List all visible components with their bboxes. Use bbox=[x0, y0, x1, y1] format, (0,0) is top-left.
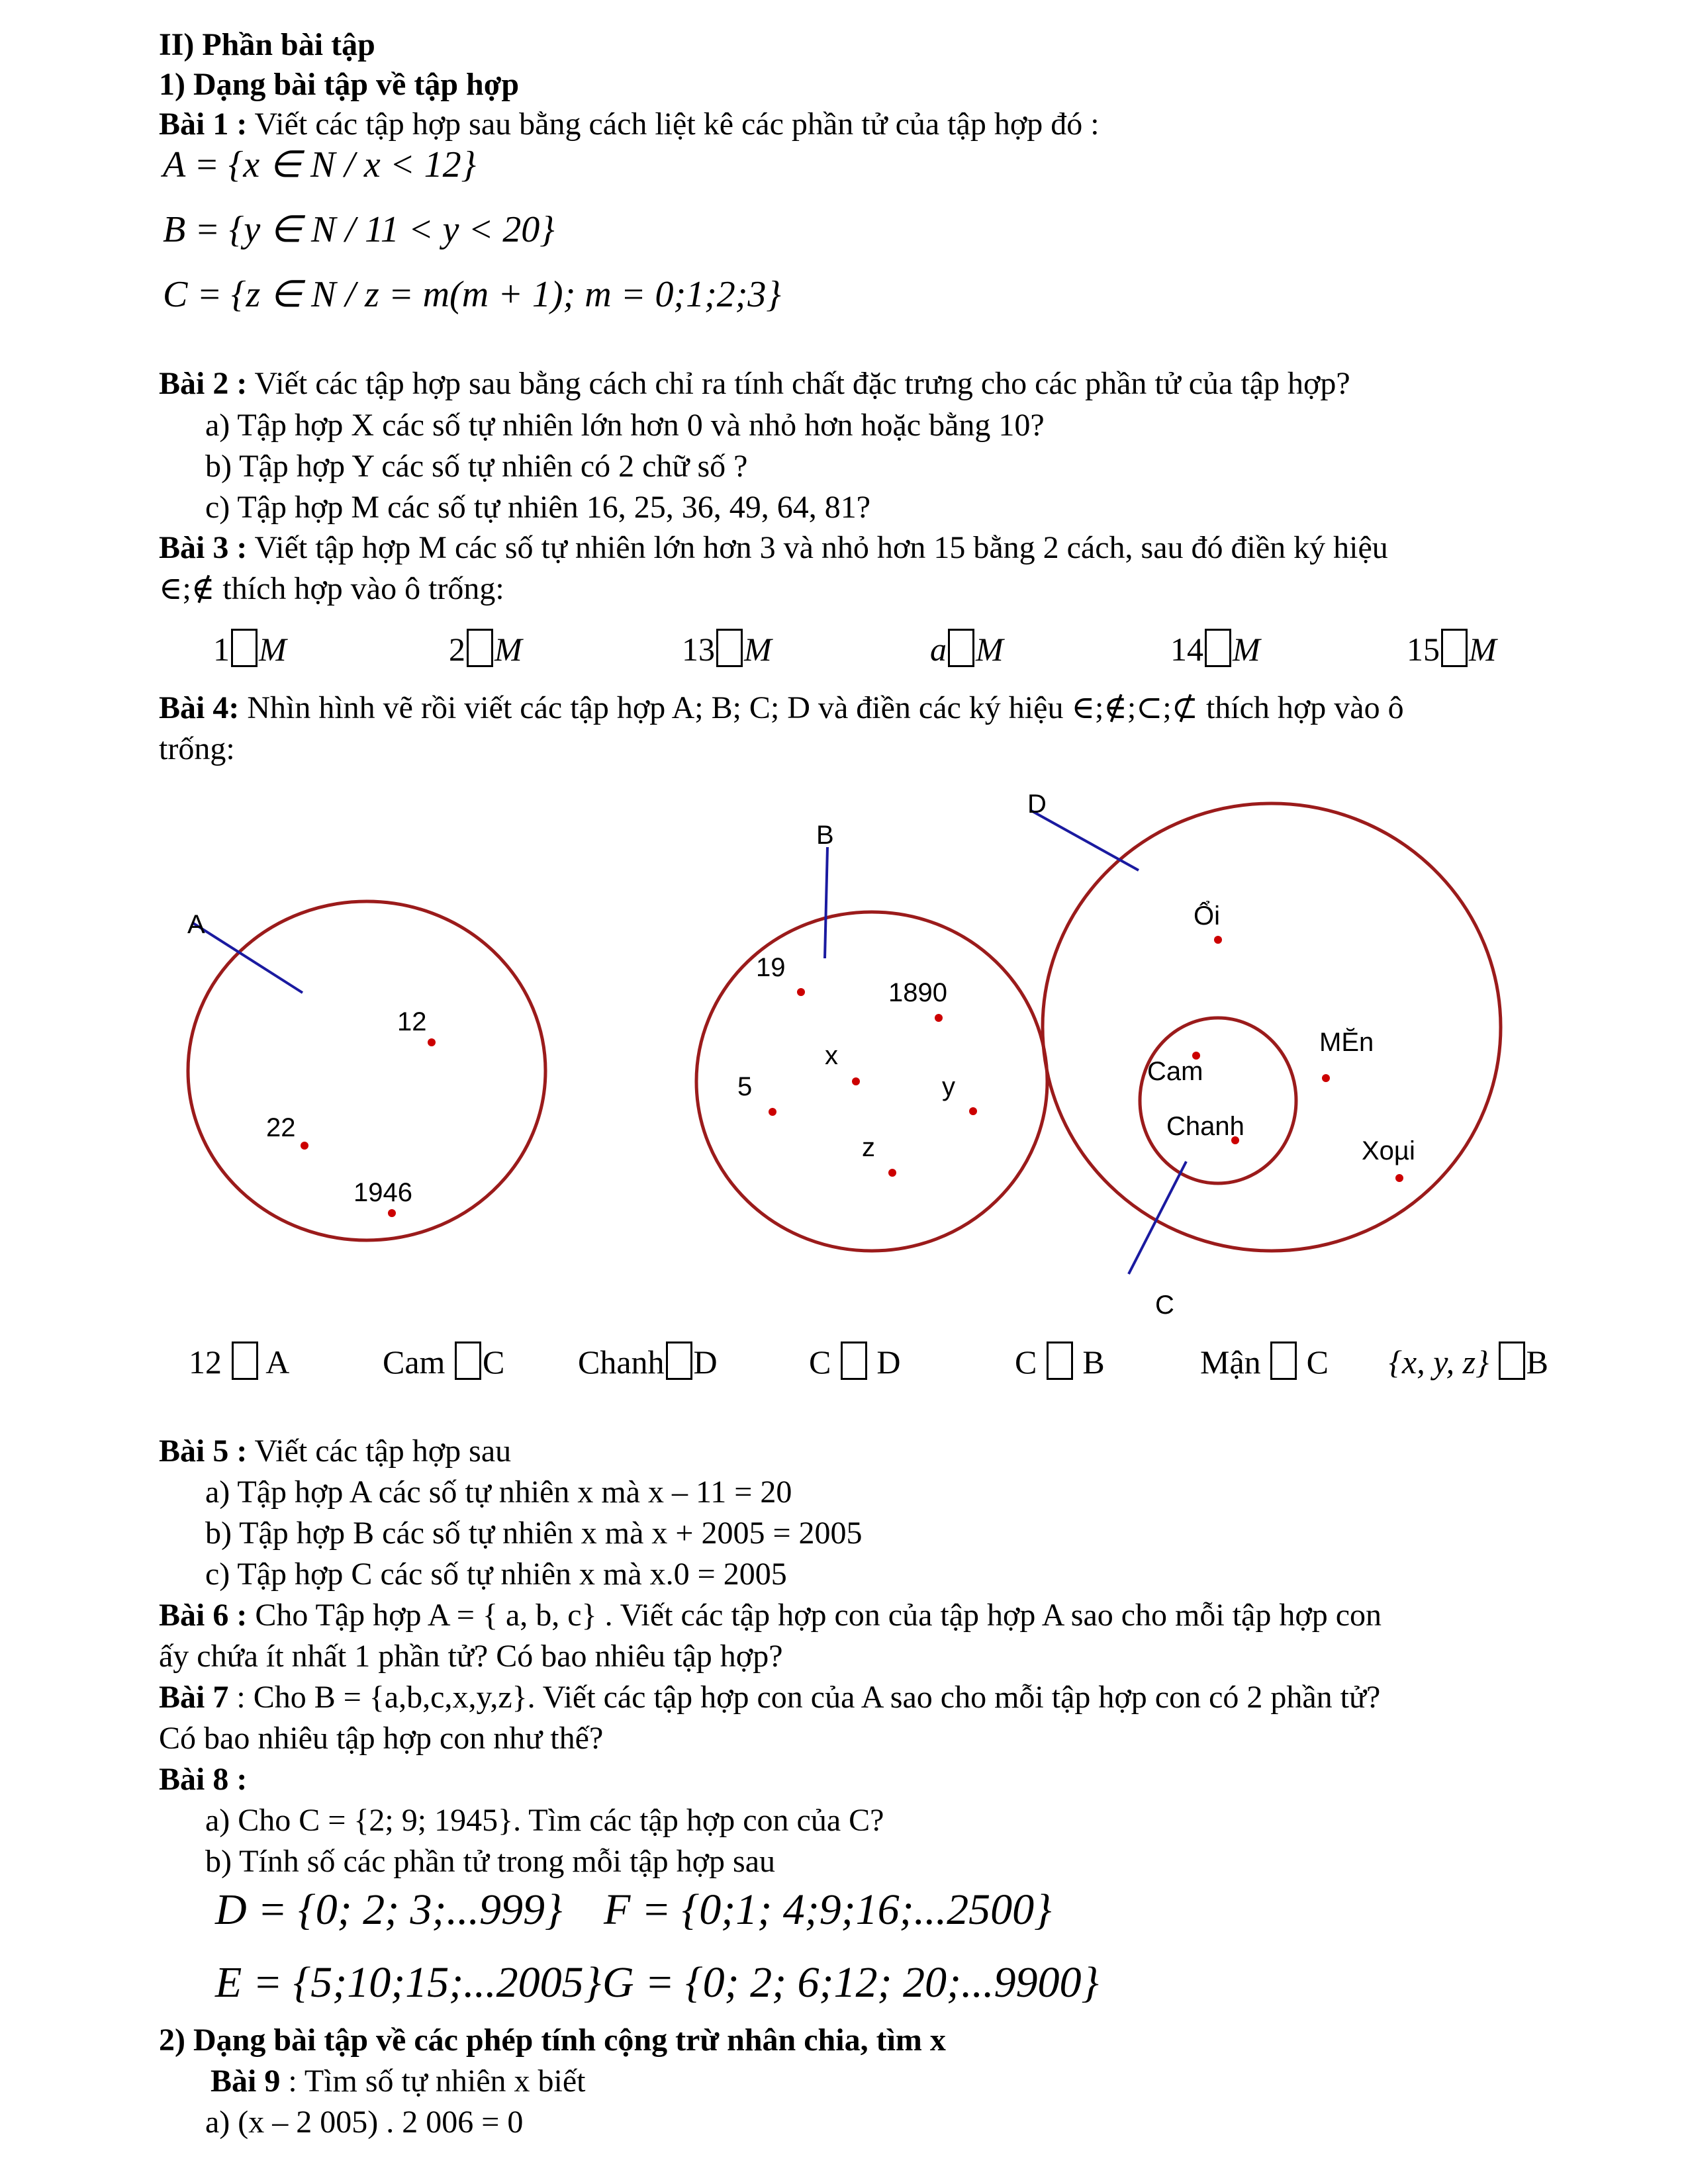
bai8-setD: D = {0; 2; 3;...999} bbox=[215, 1886, 563, 1934]
answer-box[interactable] bbox=[1270, 1342, 1297, 1380]
bai5-label: Bài 5 : bbox=[159, 1433, 248, 1469]
bai8-setE: E = {5;10;15;...2005} bbox=[215, 1958, 602, 2007]
bai4-label: Bài 4: bbox=[159, 690, 240, 725]
element-dot bbox=[969, 1107, 977, 1115]
answer-box[interactable] bbox=[455, 1342, 481, 1380]
bai2-a: a) Tập hợp X các số tự nhiên lớn hơn 0 và nhỏ hơn hoặc bằng 10? bbox=[205, 408, 1045, 443]
element-22: 22 bbox=[266, 1113, 296, 1142]
bai4-line2: trống: bbox=[159, 731, 235, 766]
set-a-pointer bbox=[193, 923, 303, 993]
element-dot bbox=[388, 1209, 396, 1217]
bai9-line bbox=[211, 2062, 585, 2101]
element-12: 12 bbox=[397, 1007, 427, 1036]
bai3-item-2: 2 M bbox=[449, 629, 522, 668]
bai4-fill-2: Cam C bbox=[383, 1342, 504, 1381]
bai3-item-6: 15 M bbox=[1407, 629, 1497, 668]
element-dot bbox=[301, 1142, 308, 1150]
set-b-pointer bbox=[825, 847, 827, 958]
bai2-b: b) Tập hợp Y các số tự nhiên có 2 chữ số ? bbox=[205, 449, 748, 484]
bai9-label: Bài 9 bbox=[211, 2064, 281, 2099]
bai2-c: c) Tập hợp M các số tự nhiên 16, 25, 36, 49, 64, 81? bbox=[205, 490, 870, 525]
sub1-title: 1) Dạng bài tập về tập hợp bbox=[159, 67, 520, 102]
set-d-circle bbox=[1043, 803, 1501, 1251]
bai4-fill-6: Mận C bbox=[1200, 1342, 1329, 1381]
set-b-label: B bbox=[816, 821, 834, 850]
element-xoai: Xoµi bbox=[1362, 1136, 1415, 1165]
element-5: 5 bbox=[737, 1072, 753, 1101]
element-cam: Cam bbox=[1147, 1057, 1203, 1086]
element-chanh: Chanh bbox=[1166, 1112, 1244, 1141]
element-dot bbox=[1214, 936, 1222, 944]
bai1-setC: C = {z ∈ N / z = m(m + 1); m = 0;1;2;3} bbox=[163, 274, 781, 315]
bai6-line2: ấy chứa ít nhất 1 phần tử? Có bao nhiêu tập hợp? bbox=[159, 1639, 783, 1674]
element-dot bbox=[797, 988, 805, 996]
set-c-pointer bbox=[1129, 1161, 1186, 1274]
bai3-item-5: 14 M bbox=[1170, 629, 1260, 668]
element-dot bbox=[769, 1108, 776, 1116]
set-c-circle bbox=[1140, 1018, 1296, 1183]
element-y: y bbox=[942, 1072, 955, 1101]
bai5-c: c) Tập hợp C các số tự nhiên x mà x.0 = 2005 bbox=[205, 1557, 787, 1592]
bai1-setB: B = {y ∈ N / 11 < y < 20} bbox=[163, 209, 555, 250]
bai5-b: b) Tập hợp B các số tự nhiên x mà x + 2005 = 2005 bbox=[205, 1516, 863, 1551]
bai2-text: Viết các tập hợp sau bằng cách chỉ ra tính chất đặc trưng cho các phần tử của tập hợp? bbox=[247, 366, 1350, 401]
bai1-text: Viết các tập hợp sau bằng cách liệt kê các phần tử của tập hợp đó : bbox=[247, 107, 1100, 142]
element-dot bbox=[1395, 1174, 1403, 1182]
bai7-line2: Có bao nhiêu tập hợp con như thế? bbox=[159, 1721, 604, 1756]
element-1890: 1890 bbox=[888, 978, 947, 1007]
answer-box[interactable] bbox=[1499, 1342, 1525, 1380]
bai4-text: Nhìn hình vẽ rồi viết các tập hợp A; B; C; D và điền các ký hiệu ∈;∉;⊂;⊄ thích hợp vào ô bbox=[239, 690, 1404, 725]
bai9-text: : Tìm số tự nhiên x biết bbox=[280, 2064, 586, 2099]
bai1-setA: A = {x ∈ N / x < 12} bbox=[163, 144, 476, 185]
section-title: II) Phần bài tập bbox=[159, 27, 375, 62]
element-dot bbox=[852, 1077, 860, 1085]
bai5-line bbox=[159, 1432, 511, 1471]
bai3-item-4: a M bbox=[930, 629, 1004, 668]
bai5-a: a) Tập hợp A các số tự nhiên x mà x – 11 = 20 bbox=[205, 1475, 792, 1510]
sub2-title: 2) Dạng bài tập về các phép tính cộng trừ nhân chia, tìm x bbox=[159, 2023, 946, 2058]
bai3-label: Bài 3 : bbox=[159, 530, 248, 565]
element-1946: 1946 bbox=[353, 1178, 412, 1207]
element-z: z bbox=[862, 1133, 875, 1162]
bai3-item-1: 1 M bbox=[213, 629, 287, 668]
element-dot bbox=[1322, 1074, 1330, 1082]
answer-box[interactable] bbox=[232, 1342, 258, 1380]
answer-box[interactable] bbox=[666, 1342, 692, 1380]
bai8-a: a) Cho C = {2; 9; 1945}. Tìm các tập hợp con của C? bbox=[205, 1803, 884, 1838]
element-x: x bbox=[825, 1041, 838, 1070]
bai4-fill-5: C B bbox=[1015, 1342, 1105, 1381]
bai8-label: Bài 8 : bbox=[159, 1762, 248, 1797]
bai7-text: : Cho B = {a,b,c,x,y,z}. Viết các tập hợp con của A sao cho mỗi tập hợp con có 2 phần tử? bbox=[228, 1680, 1381, 1715]
set-c-label: C bbox=[1155, 1291, 1174, 1320]
bai4-fill-7: {x, y, z} B bbox=[1389, 1342, 1548, 1381]
bai8-setG: G = {0; 2; 6;12; 20;...9900} bbox=[602, 1958, 1099, 2007]
bai6-text: Cho Tập hợp A = { a, b, c} . Viết các tập hợp con của tập hợp A sao cho mỗi tập hợp con bbox=[247, 1598, 1382, 1633]
bai6-label: Bài 6 : bbox=[159, 1598, 248, 1633]
bai7-line bbox=[159, 1678, 1380, 1717]
element-dot bbox=[935, 1014, 943, 1022]
bai6-line bbox=[159, 1596, 1382, 1635]
bai4-fill-1: 12 A bbox=[189, 1342, 289, 1381]
set-d-label: D bbox=[1027, 790, 1047, 819]
bai3-line2: ∈;∉ thích hợp vào ô trống: bbox=[159, 571, 504, 606]
bai9-a: a) (x – 2 005) . 2 006 = 0 bbox=[205, 2105, 524, 2140]
bai2-label: Bài 2 : bbox=[159, 366, 248, 401]
bai8-setF: F = {0;1; 4;9;16;...2500} bbox=[604, 1886, 1052, 1934]
bai7-label: Bài 7 bbox=[159, 1680, 229, 1715]
element-oi: Ổi bbox=[1194, 901, 1220, 931]
bai5-text: Viết các tập hợp sau bbox=[247, 1433, 512, 1469]
answer-box[interactable] bbox=[1047, 1342, 1073, 1380]
bai1-label: Bài 1 : bbox=[159, 107, 248, 142]
bai4-fill-4: C D bbox=[809, 1342, 900, 1381]
element-19: 19 bbox=[756, 953, 786, 982]
bai8-b: b) Tính số các phần tử trong mỗi tập hợp sau bbox=[205, 1844, 776, 1879]
element-dot bbox=[428, 1038, 436, 1046]
answer-box[interactable] bbox=[841, 1342, 867, 1380]
bai3-text: Viết tập hợp M các số tự nhiên lớn hơn 3 và nhỏ hơn 15 bằng 2 cách, sau đó điền ký hiệu bbox=[247, 530, 1388, 565]
element-man: MĔn bbox=[1319, 1028, 1374, 1057]
set-a-label: A bbox=[187, 910, 205, 939]
element-dot bbox=[888, 1169, 896, 1177]
set-d-pointer bbox=[1031, 811, 1139, 870]
bai3-item-3: 13 M bbox=[682, 629, 772, 668]
bai4-fill-3: Chanh D bbox=[578, 1342, 718, 1381]
